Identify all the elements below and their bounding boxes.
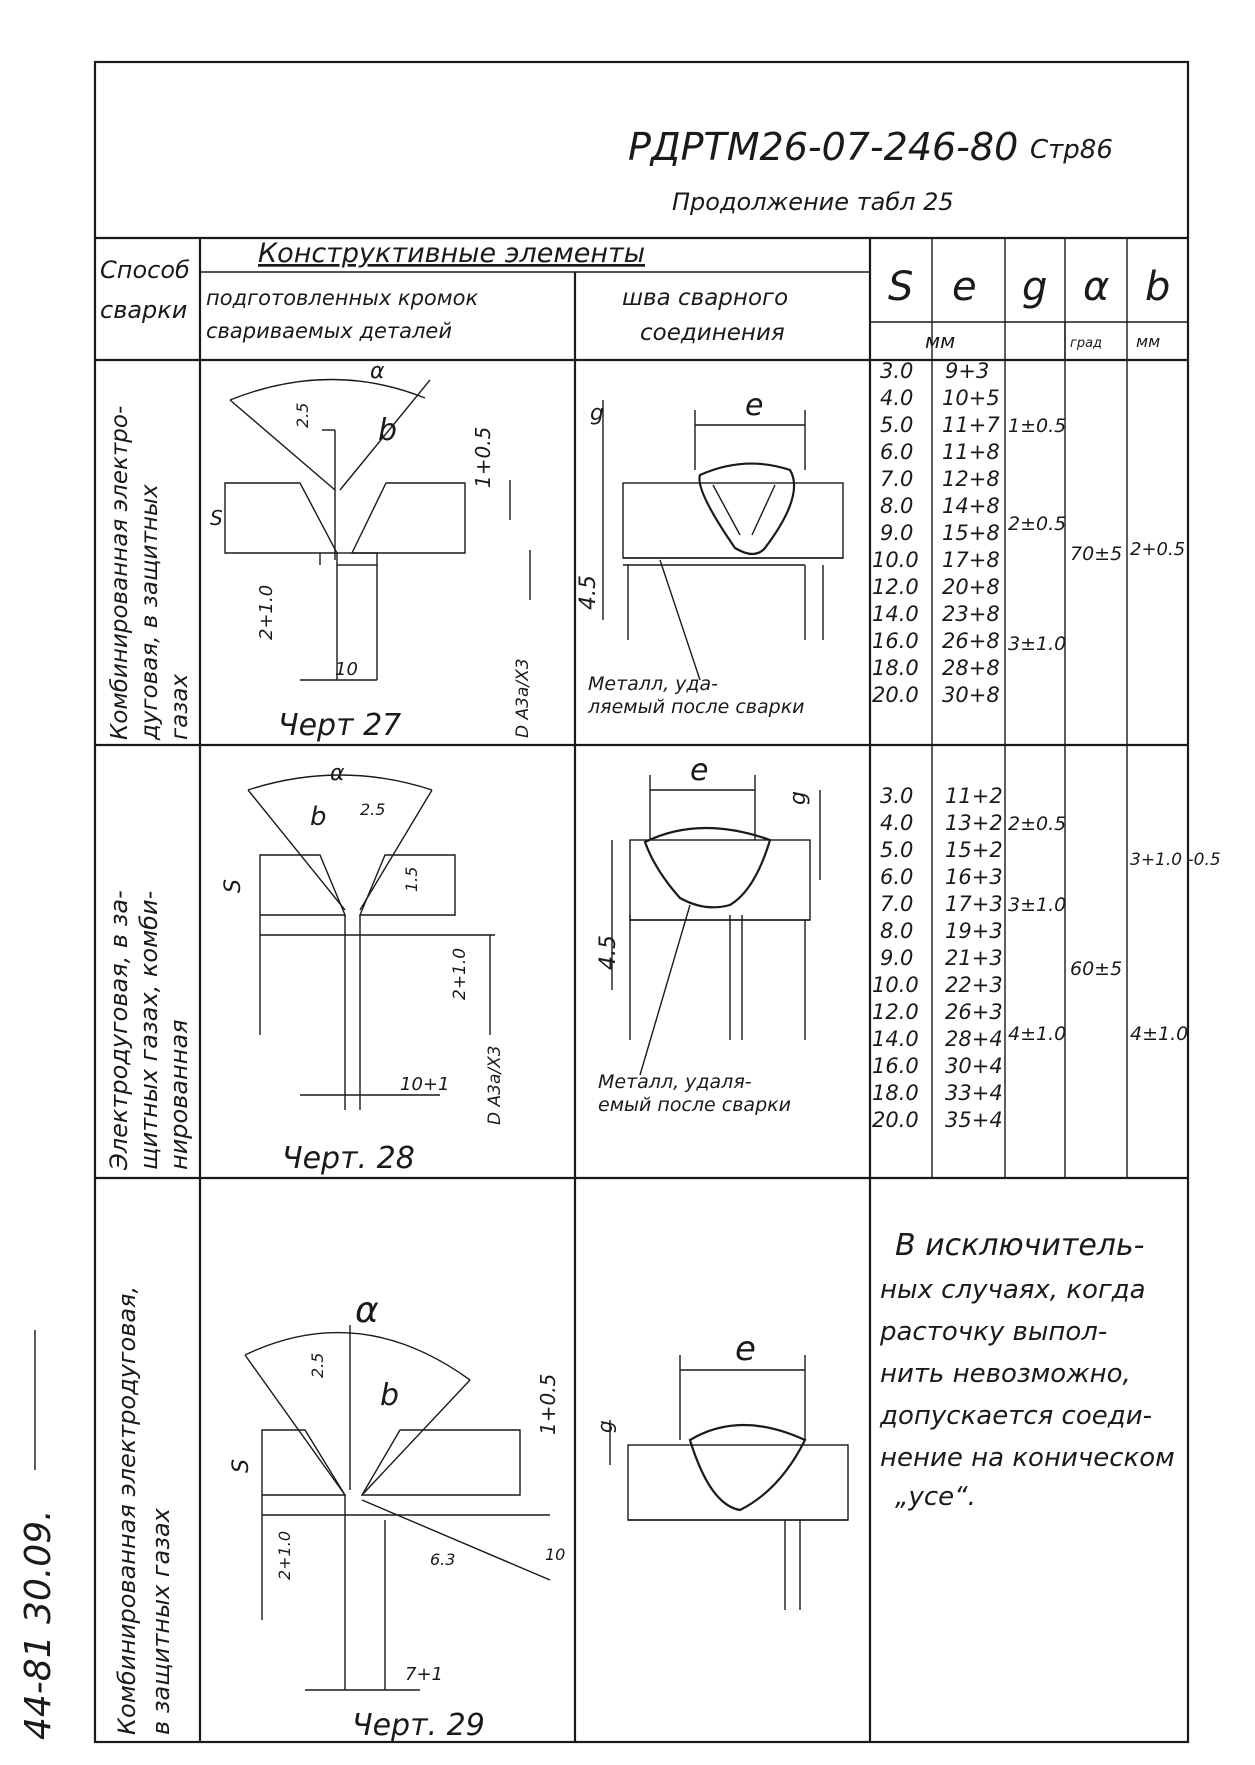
svg-text:12.0: 12.0: [872, 575, 919, 599]
d27-alpha: α: [370, 359, 385, 384]
row1-b: 2+0.5: [1130, 539, 1186, 560]
svg-text:26+3: 26+3: [945, 1000, 1003, 1024]
svg-text:28+4: 28+4: [945, 1027, 1003, 1051]
svg-text:14.0: 14.0: [872, 1027, 919, 1051]
col-alpha: α: [1083, 264, 1110, 310]
d28-d: D A3a/X3: [485, 1045, 505, 1125]
svg-text:16.0: 16.0: [872, 629, 919, 653]
svg-text:15+2: 15+2: [945, 838, 1003, 862]
row2-caption: Черт. 28: [282, 1141, 415, 1176]
svg-text:9.0: 9.0: [880, 521, 914, 545]
svg-text:12.0: 12.0: [872, 1000, 919, 1024]
d27-seam-e: e: [745, 388, 764, 423]
svg-text:17+3: 17+3: [945, 892, 1003, 916]
col-b: b: [1145, 264, 1171, 310]
col-edges-line2: свариваемых деталей: [206, 319, 452, 343]
row1-caption: Черт 27: [278, 708, 402, 743]
svg-text:20+8: 20+8: [942, 575, 1000, 599]
row2-s-values: [872, 784, 919, 1132]
svg-text:16+3: 16+3: [945, 865, 1003, 889]
page-number: Стр86: [1030, 135, 1113, 165]
svg-text:18.0: 18.0: [872, 656, 919, 680]
svg-text:3±1.0: 3±1.0: [1008, 633, 1067, 655]
d27-1p05: 1+0.5: [471, 426, 495, 488]
drawing-29-edges: [229, 1290, 565, 1690]
d27-metal-1: Металл, уда-: [588, 673, 719, 695]
svg-text:10+5: 10+5: [942, 386, 1000, 410]
svg-text:6.0: 6.0: [880, 865, 914, 889]
svg-text:35+4: 35+4: [945, 1108, 1003, 1132]
d29-seam-g: g: [593, 1420, 617, 1433]
d29-s: S: [229, 1459, 254, 1473]
svg-text:10.0: 10.0: [872, 548, 919, 572]
svg-text:7.0: 7.0: [880, 892, 914, 916]
svg-text:30+4: 30+4: [945, 1054, 1003, 1078]
svg-text:9+3: 9+3: [945, 359, 990, 383]
svg-text:17+8: 17+8: [942, 548, 1000, 572]
table-continuation: Продолжение табл 25: [672, 188, 954, 216]
svg-text:16.0: 16.0: [872, 1054, 919, 1078]
drawing-29-seam: [593, 1329, 848, 1610]
svg-text:14.0: 14.0: [872, 602, 919, 626]
svg-text:7.0: 7.0: [880, 467, 914, 491]
svg-text:расточку выпол-: расточку выпол-: [880, 1317, 1108, 1347]
row2-method-2: щитных газах, комби-: [135, 890, 163, 1170]
svg-text:21+3: 21+3: [945, 946, 1003, 970]
col-e: e: [952, 264, 977, 310]
svg-text:26+8: 26+8: [942, 629, 1000, 653]
svg-text:10.0: 10.0: [872, 973, 919, 997]
d27-seam-45: 4.5: [576, 575, 601, 610]
svg-text:6.0: 6.0: [880, 440, 914, 464]
svg-text:15+8: 15+8: [942, 521, 1000, 545]
d28-s: S: [221, 879, 246, 893]
col-seam-line2: соединения: [640, 320, 785, 346]
d29-seam-e: e: [735, 1329, 756, 1369]
svg-text:5.0: 5.0: [880, 838, 914, 862]
svg-text:„усе“.: „усе“.: [895, 1482, 976, 1512]
col-seam-line1: шва сварного: [622, 285, 789, 311]
svg-text:12+8: 12+8: [942, 467, 1000, 491]
row2-method-3: нированная: [165, 1019, 193, 1170]
svg-text:4.0: 4.0: [880, 811, 914, 835]
row1-alpha: 70±5: [1070, 543, 1123, 565]
svg-text:20.0: 20.0: [872, 683, 919, 707]
svg-text:11+7: 11+7: [942, 413, 1000, 437]
svg-text:13+2: 13+2: [945, 811, 1003, 835]
svg-text:9.0: 9.0: [880, 946, 914, 970]
svg-text:11+2: 11+2: [945, 784, 1003, 808]
svg-text:4±1.0: 4±1.0: [1008, 1023, 1067, 1045]
d29-7p1: 7+1: [405, 1664, 443, 1685]
svg-text:В исключитель-: В исключитель-: [895, 1228, 1145, 1263]
svg-text:допускается соеди-: допускается соеди-: [880, 1401, 1152, 1431]
row3-note: [879, 1228, 1175, 1512]
row2-e-values: [945, 784, 1003, 1132]
col-s: S: [888, 264, 914, 310]
d28-10: 10+1: [400, 1074, 450, 1095]
d28-alpha: α: [330, 761, 345, 786]
units-mm-b: мм: [1136, 332, 1161, 351]
d28-b: b: [310, 802, 327, 832]
svg-text:3.0: 3.0: [880, 359, 914, 383]
row3-method-1: Комбинированная электродуговая,: [113, 1285, 141, 1735]
row2-b-2: 4±1.0: [1130, 1023, 1189, 1045]
svg-text:19+3: 19+3: [945, 919, 1003, 943]
row3-caption: Черт. 29: [352, 1708, 485, 1743]
drawing-27-edges: [210, 359, 533, 738]
d28-seam-e: e: [690, 753, 709, 788]
row1-method-1: Комбинированная электро-: [107, 405, 133, 740]
row1-method-3: газах: [167, 673, 193, 740]
d27-b: b: [378, 413, 398, 448]
svg-text:22+3: 22+3: [945, 973, 1003, 997]
d28-2p1: 2+1.0: [450, 947, 470, 1000]
d29-63: 6.3: [430, 1550, 456, 1569]
svg-text:18.0: 18.0: [872, 1081, 919, 1105]
units-deg: град: [1070, 336, 1103, 351]
row1-e-values: [942, 359, 1000, 707]
svg-text:8.0: 8.0: [880, 919, 914, 943]
svg-text:8.0: 8.0: [880, 494, 914, 518]
d28-seam-g: g: [786, 791, 811, 805]
row2-g-values: [1008, 813, 1066, 1045]
d28-15: 1.5: [402, 866, 421, 892]
svg-text:11+8: 11+8: [942, 440, 1000, 464]
svg-text:2±0.5: 2±0.5: [1008, 513, 1067, 535]
doc-number: РДРТМ26-07-246-80: [628, 125, 1019, 169]
units-mm: мм: [925, 329, 956, 353]
svg-text:30+8: 30+8: [942, 683, 1000, 707]
d29-10: 10: [545, 1545, 566, 1564]
d28-metal-2: емый после сварки: [598, 1094, 791, 1116]
col-edges-line1: подготовленных кромок: [206, 286, 479, 310]
row2-alpha: 60±5: [1070, 958, 1123, 980]
row1-s-values: [872, 359, 919, 707]
svg-text:нить невозможно,: нить невозможно,: [880, 1359, 1131, 1389]
d27-s: S: [210, 506, 223, 530]
svg-text:1±0.5: 1±0.5: [1008, 415, 1067, 437]
svg-text:5.0: 5.0: [880, 413, 914, 437]
d29-2p1: 2+1.0: [275, 1530, 294, 1580]
svg-text:2±0.5: 2±0.5: [1008, 813, 1067, 835]
row2-b-1: 3+1.0 -0.5: [1130, 850, 1221, 870]
col-g: g: [1022, 264, 1048, 310]
svg-text:нение на коническом: нение на коническом: [880, 1443, 1175, 1473]
d28-metal-1: Металл, удаля-: [598, 1071, 752, 1093]
svg-text:3±1.0: 3±1.0: [1008, 894, 1067, 916]
svg-text:14+8: 14+8: [942, 494, 1000, 518]
d28-25: 2.5: [360, 800, 386, 819]
d28-seam-45: 4.5: [596, 935, 621, 970]
row1-method-2: дуговая, в защитных: [137, 484, 163, 740]
d27-metal-2: ляемый после сварки: [588, 696, 805, 718]
col-elements-title: Конструктивные элементы: [258, 238, 646, 269]
svg-text:28+8: 28+8: [942, 656, 1000, 680]
d29-alpha: α: [355, 1290, 379, 1331]
drawing-28-edges: [221, 761, 505, 1125]
svg-text:ных случаях, когда: ных случаях, когда: [880, 1275, 1146, 1305]
col-method-line1: Способ: [100, 256, 190, 284]
drawing-28-seam: [596, 753, 820, 1116]
row1-g-values: [1008, 415, 1066, 655]
d27-25: 2.5: [293, 402, 312, 428]
col-method-line2: сварки: [100, 296, 188, 324]
d27-seam-g: g: [590, 401, 604, 426]
row2-method-1: Электродуговая, в за-: [105, 890, 133, 1170]
d27-d: D A3a/X3: [513, 658, 533, 738]
drawing-27-seam: [576, 388, 843, 718]
svg-text:3.0: 3.0: [880, 784, 914, 808]
d29-1p05: 1+0.5: [536, 1373, 560, 1435]
d29-b: b: [380, 1378, 400, 1413]
d27-2p1: 2+1.0: [256, 584, 277, 640]
svg-text:20.0: 20.0: [872, 1108, 919, 1132]
d27-10: 10: [335, 659, 358, 680]
d29-25: 2.5: [308, 1352, 327, 1378]
svg-text:33+4: 33+4: [945, 1081, 1003, 1105]
row3-method-2: в защитных газах: [147, 1508, 175, 1735]
svg-text:4.0: 4.0: [880, 386, 914, 410]
svg-text:23+8: 23+8: [942, 602, 1000, 626]
margin-stamp: 44-81 30.09.: [18, 1509, 59, 1740]
